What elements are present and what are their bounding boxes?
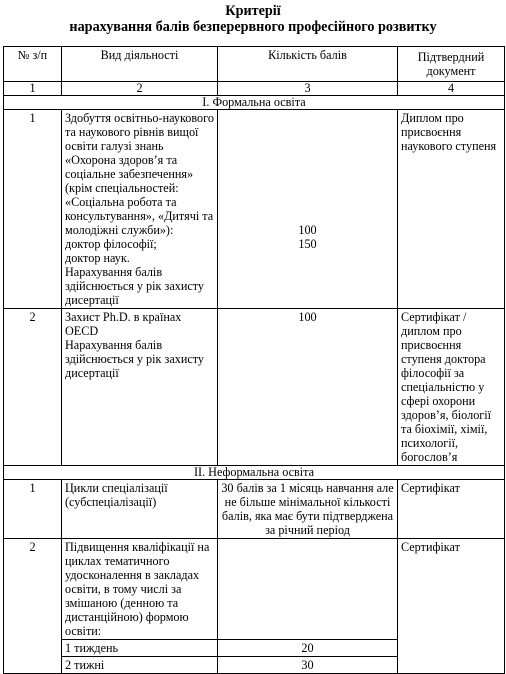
row-number: 2 [4,539,62,674]
activity-cell: Цикли спеціалізації (субспеціалізації) [62,480,218,539]
table-row [4,110,505,309]
column-number: 4 [398,82,505,96]
section-row [4,466,505,480]
table-header-row [4,47,505,82]
row-number: 2 [4,309,62,466]
table-row [4,539,505,640]
document-cell: Диплом про присвоєння наукового ступеня [398,110,505,309]
header-document: Підтвердний документ [398,47,505,82]
title-line-1: Критерії [225,3,281,19]
document-cell: Сертифікат [398,480,505,539]
table-row [4,480,505,539]
points-value: 30 [218,657,398,674]
activity-note: Нарахування балів здійснюється у рік захисту дисертації [65,338,205,380]
activity-note: Нарахування балів здійснюється у рік захисту дисертації [65,265,205,307]
section-title-nonformal: ІІ. Неформальна освіта [4,466,505,480]
header-points: Кількість балів [218,47,398,82]
table-row [4,309,505,466]
row-number: 1 [4,480,62,539]
header-activity: Вид діяльності [62,47,218,82]
document-cell: Сертифікат / диплом про присвоєння ступеня доктора філософії за спеціальністю у сфері охорони здоров’я, біології та біохімії, хімії, психології, богослов’я [398,309,505,466]
activity-item: доктор філософії; [65,237,157,251]
points-cell [218,539,398,640]
column-number: 1 [4,82,62,96]
column-number: 2 [62,82,218,96]
column-number-row [4,82,505,96]
activity-cell [62,110,218,309]
activity-text: Захист Ph.D. в країнах OECD [65,310,182,338]
document-cell: Сертифікат [398,539,505,674]
activity-item: доктор наук. [65,251,130,265]
criteria-table [3,46,505,674]
duration-label: 2 тижні [62,657,218,674]
document-title [0,3,506,35]
row-number: 1 [4,110,62,309]
column-number: 3 [218,82,398,96]
title-line-2: нарахування балів безперервного професійного розвитку [69,19,437,35]
activity-cell: Підвищення кваліфікації на циклах тематичного удосконалення в закладах освіти, в тому числі за змішаною (денною та дистанційною) формою освіти: [62,539,218,640]
points-cell [218,110,398,309]
section-row [4,96,505,110]
activity-cell [62,309,218,466]
points-value: 150 [298,237,317,251]
points-cell: 30 балів за 1 місяць навчання але не більше мінімальної кількості балів, яка має бути підтверджена за річний період [218,480,398,539]
duration-label: 1 тиждень [62,640,218,657]
points-value: 100 [298,223,317,237]
activity-text: Здобуття освітньо-наукового та наукового рівнів вищої освіти галузі знань «Охорона здоров’я та соціальне забезпечення» (крім спеціальностей: «Соціальна робота та консультування», «Дитячі та молодіжні служби»): [65,111,214,237]
points-value: 100 [218,309,398,466]
header-number: № з/п [4,47,62,82]
section-title-formal: І. Формальна освіта [4,96,505,110]
points-value: 20 [218,640,398,657]
